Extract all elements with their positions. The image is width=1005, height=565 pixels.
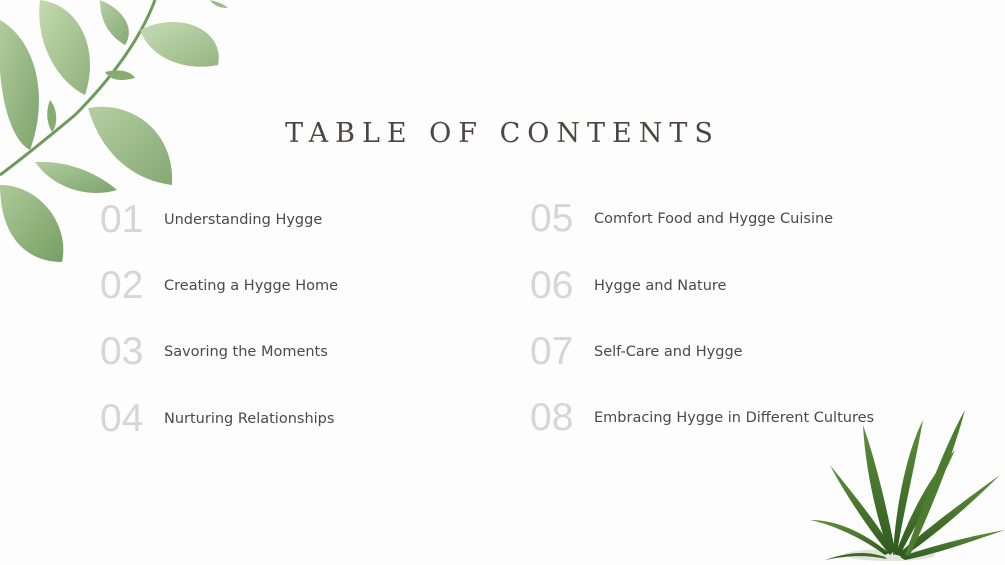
toc-number: 04 — [100, 397, 144, 440]
toc-item-01[interactable] — [100, 195, 430, 245]
toc-label: Creating a Hygge Home — [164, 278, 339, 294]
toc-item-07[interactable] — [530, 327, 870, 377]
toc-item-03[interactable] — [100, 327, 430, 377]
toc-label: Savoring the Moments — [164, 344, 328, 360]
toc-number: 02 — [100, 264, 144, 307]
toc-item-05[interactable] — [530, 194, 870, 244]
toc-label: Hygge and Nature — [594, 278, 727, 294]
agave-plant-decoration — [805, 405, 1005, 565]
toc-item-04[interactable] — [100, 394, 430, 444]
toc-number: 01 — [100, 198, 144, 241]
toc-number: 05 — [530, 197, 574, 240]
toc-number: 07 — [530, 330, 574, 373]
toc-label: Embracing Hygge in Different Cultures — [594, 410, 875, 426]
toc-item-02[interactable] — [100, 261, 430, 311]
toc-label: Understanding Hygge — [164, 212, 323, 228]
toc-number: 06 — [530, 264, 574, 307]
toc-label: Nurturing Relationships — [164, 411, 335, 427]
toc-item-06[interactable] — [530, 261, 870, 311]
page-title: TABLE OF CONTENTS — [285, 118, 720, 149]
toc-number: 03 — [100, 330, 144, 373]
toc-label: Self-Care and Hygge — [594, 344, 743, 360]
toc-label: Comfort Food and Hygge Cuisine — [594, 211, 834, 227]
toc-number: 08 — [530, 396, 574, 439]
